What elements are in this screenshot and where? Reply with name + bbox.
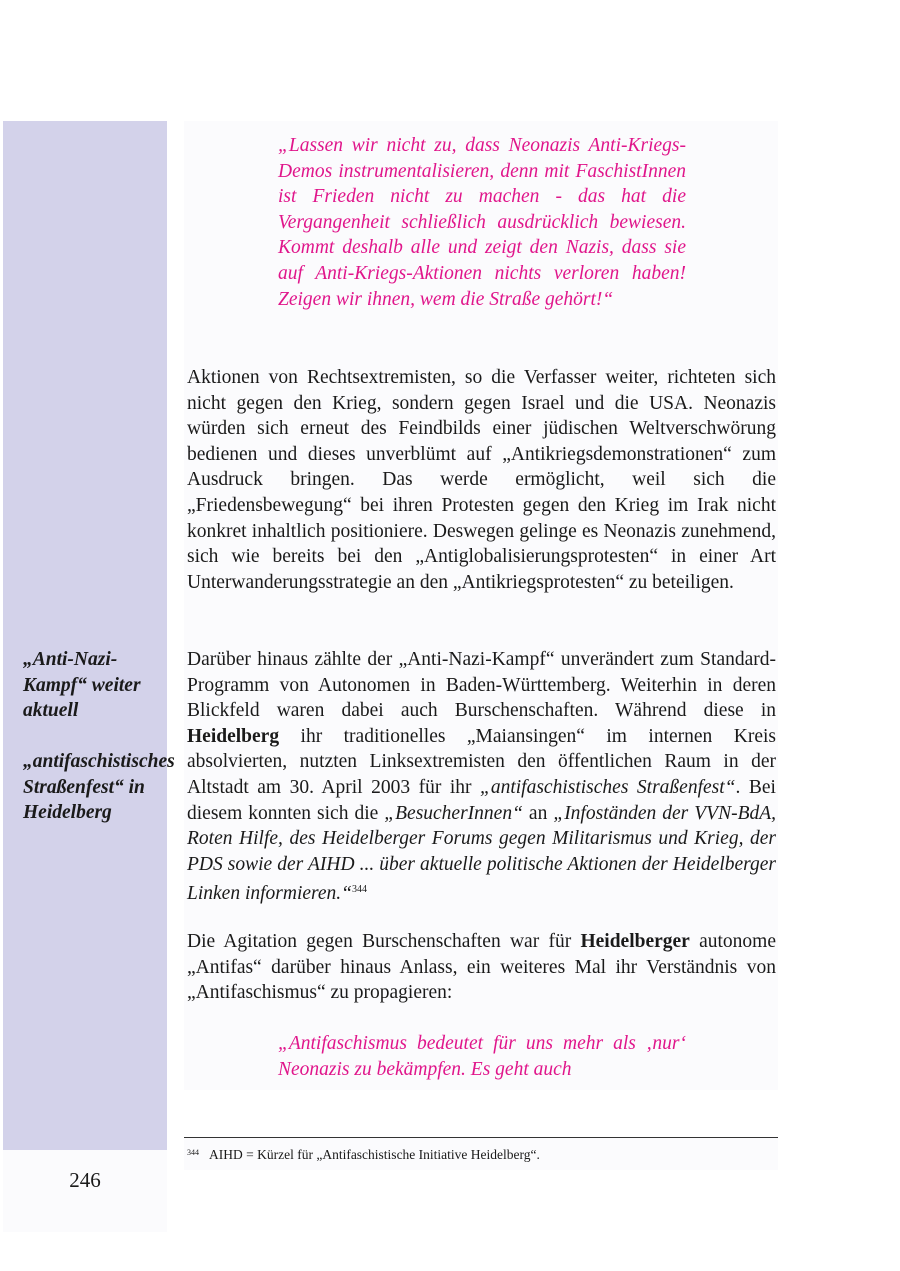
paragraph-1: Aktionen von Rechtsextremisten, so die Verfasser weiter, richteten sich nicht gegen den Krieg, sondern gegen Israel und die USA. Neonazis würden sich erneut des Feindbilds einer jüdischen Weltverschwörung bedienen und dieses unverblümt auf „Antikriegsdemonstrationen“ zum Ausdruck bringen. Das werde ermöglicht, weil sich die „Friedensbewegung“ bei ihren Protesten gegen den Krieg im Irak nicht konkret inhaltlich positioniere. Deswegen gelinge es Neonazis zunehmend, sich wie bereits bei den „Antiglobalisierungsprotesten“ in einer Art Unterwanderungsstrategie an den „Antikriegsprotesten“ zu beteiligen. — [187, 367, 776, 593]
page-number-area — [3, 1150, 167, 1232]
paragraph-3 — [187, 929, 776, 1006]
paragraph-2-text-3: . Bei diesem konnten sich die — [187, 776, 776, 824]
margin-note-strassenfest: „antifaschistisches Straßenfest“ in Heidelberg — [23, 751, 175, 824]
page-number: 246 — [69, 1168, 101, 1192]
bold-heidelberger: Heidelberger — [580, 931, 690, 952]
paragraph-2-text-2: ihr traditionelles „Maiansingen“ im internen Kreis absolvierten, nutzten Linksextremisten den öffentlichen Raum in der Altstadt am 30. April 2003 für ihr — [187, 725, 776, 798]
italic-besucherinnen: „BesucherInnen“ — [384, 802, 523, 824]
footnote — [187, 1144, 776, 1163]
footnote-divider — [184, 1137, 778, 1138]
italic-strassenfest: „antifaschistisches Straßenfest“ — [480, 776, 736, 798]
italic-infostaende-quote: „Infoständen der VVN-BdA, Roten Hilfe, des Heidelberger Forums gegen Militarismus und Krieg, der PDS sowie der AIHD ... über aktuelle politische Aktionen der Heidelberger Linken informieren.“ — [187, 802, 777, 905]
block-quote-1: „Lassen wir nicht zu, dass Neonazis Anti-Kriegs-Demos instrumentalisieren, denn mit FaschistInnen ist Frieden nicht zu machen - das hat die Vergangenheit schließlich ausdrücklich bewiesen. Kommt deshalb alle und zeigt den Nazis, dass sie auf Anti-Kriegs-Aktionen nichts verloren haben! Zeigen wir ihnen, wem die Straße gehört!“ — [278, 135, 686, 310]
margin-note-anti-nazi-kampf: „Anti-Nazi-Kampf“ weiter aktuell — [23, 649, 141, 722]
footnote-reference[interactable]: 344 — [352, 884, 368, 896]
paragraph-2 — [187, 647, 776, 907]
paragraph-3-text-1: Die Agitation gegen Burschenschaften war für — [187, 931, 581, 952]
margin-sidebar — [3, 121, 175, 1150]
paragraph-2-text-1: Darüber hinaus zählte der „Anti-Nazi-Kampf“ unverändert zum Standard-Programm von Autonomen in Baden-Württemberg. Weiterhin in deren Blickfeld waren dabei auch Burschenschaften. Während diese in — [187, 649, 776, 722]
block-quote-2: „Antifaschismus bedeutet für uns mehr als ‚nur‘ Neonazis zu bekämpfen. Es geht auch — [278, 1033, 686, 1080]
paragraph-2-text-4: an — [522, 802, 554, 824]
footnote-text: AIHD = Kürzel für „Antifaschistische Initiative Heidelberg“. — [209, 1147, 540, 1162]
footnote-number: 344 — [187, 1148, 199, 1157]
paragraph-3-text-2: autonome „Antifas“ darüber hinaus Anlass, ein weiteres Mal ihr Verständnis von „Antifaschismus“ zu propagieren: — [187, 931, 776, 1004]
bold-heidelberg: Heidelberg — [187, 725, 280, 747]
